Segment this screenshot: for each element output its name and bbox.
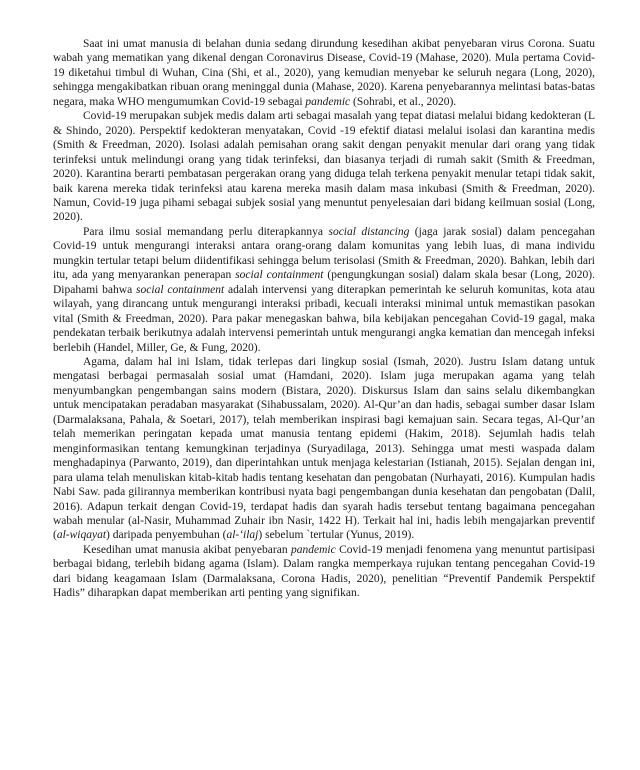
text-run: Covid-19 menjadi fenomena yang menuntut partisipasi berbagai bidang, terlebih bidang agama (Islam). Dalam rangka memperkaya rujukan tentang pencegahan Covid-19 dari bidang keagamaan Islam (Darmalaksana, Corona Hadis, 2020), penelitian “Preventif Pandemik Perspektif Hadis” diharapkan dapat memberikan arti penting yang signifikan. bbox=[53, 543, 595, 600]
text-run: Para ilmu sosial memandang perlu diterapkannya bbox=[83, 225, 329, 238]
text-run: Kesedihan umat manusia akibat penyebaran bbox=[83, 543, 291, 556]
text-run: ) sebelum `tertular (Yunus, 2019). bbox=[258, 529, 415, 542]
italic-term: pandemic bbox=[305, 95, 351, 108]
text-run: adalah intervensi yang diterapkan pemerintah ke seluruh komunitas, kota atau wilayah, yang dirancang untuk mengurangi interaksi pribadi, kecuali interaksi minimal untuk memastikan pasokan vital (Smith & Freedman, 2020). Para pakar menegaskan bahwa, bila kebijakan pencegahan Covid-19 gagal, maka pendekatan terbaik berikutnya adalah intervensi pemerintah untuk mengurangi angka kematian dan mencegah infeksi berlebih (Handel, Miller, Ge, & Fung, 2020). bbox=[53, 283, 595, 354]
text-run: Saat ini umat manusia di belahan dunia sedang dirundung kesedihan akibat penyebaran virus Corona. Suatu wabah yang mematikan yang dikenal dengan Coronavirus Disease, Covid-19 (Mahase, 2020). Mula pertama Covid-19 diketahui timbul di Wuhan, Cina (Shi, et al., 2020), yang kemudian menyebar ke seluruh negara (Long, 2020), sehingga mengakibatkan ribuan orang meninggal dunia (Mahase, 2020). Karena penyebarannya melintasi batas-batas negara, maka WHO mengumumkan Covid-19 sebagai bbox=[53, 38, 595, 108]
italic-term: social containment bbox=[136, 283, 225, 296]
italic-term: pandemic bbox=[290, 543, 336, 556]
text-run: (Sohrabi, et al., 2020). bbox=[350, 95, 457, 108]
document-body bbox=[53, 37, 595, 601]
text-run: ) daripada penyembuhan ( bbox=[106, 529, 227, 542]
italic-term: social containment bbox=[235, 269, 324, 282]
italic-term: al-‘ilaj bbox=[226, 529, 259, 542]
text-run: Covid-19 merupakan subjek medis dalam arti sebagai masalah yang tepat diatasi melalui bidang kedokteran (L & Shindo, 2020). Perspektif kedokteran menyatakan, Covid -19 efektif diatasi melalui isolasi dan karantina medis (Smith & Freedman, 2020). Isolasi adalah pemisahan orang sakit dengan penyakit menular dari orang yang tidak terinfeksi untuk melindungi orang yang tidak terinfeksi, dan biasanya terjadi di rumah sakit (Smith & Freedman, 2020). Karantina berarti pembatasan pergerakan orang yang diduga telah terkena penyakit menular tetapi tidak sakit, baik karena mereka tidak terinfeksi atau karena mereka masih dalam masa inkubasi (Smith & Freedman, 2020). Namun, Covid-19 juga pihami sebagai subjek sosial yang menuntut penyelesaian dari bidang keilmuan sosial (Long, 2020). bbox=[53, 110, 595, 224]
paragraph-islam-and-science bbox=[53, 355, 595, 543]
paragraph-medical-subject bbox=[53, 109, 595, 225]
text-run: Agama, dalam hal ini Islam, tidak terlepas dari lingkup sosial (Ismah, 2020). Justru Islam datang untuk mengatasi berbagai permasalah sosial umat (Hamdani, 2020). Islam juga merupakan agama yang telah menyumbangkan pengembangan sains modern (Bistara, 2020). Diskursus Islam dan sains selalu dikembangkan untuk mencipatakan peradaban masyarakat (Sihabussalam, 2020). Al-Qur’an dan hadis, sebagai sumber dasar Islam (Darmalaksana, Pahala, & Soetari, 2017), telah memberikan inspirasi bagi kemajuan sain. Secara tegas, Al-Qur’an telah memerikan peringatan kepada umat manusia tentang epidemi (Hakim, 2018). Sejumlah hadis telah menginformasikan tentang kemungkinan terjadinya (Suryadilaga, 2013). Sehingga umat mesti waspada dalam menghadapinya (Parwanto, 2019), dan diperintahkan untuk menjaga kelestarian (Istianah, 2015). Sejalan dengan ini, para ulama telah menuliskan kitab-kitab hadis tentang kesehatan dan pengobatan (Nurhayati, 2016). Kumpulan hadis Nabi Saw. pada gilirannya memberikan kontribusi nyata bagi pengembangan dunia kesehatan dan pengobatan (Dalil, 2016). Adapun terkait dengan Covid-19, terdapat hadis dan syarah hadis tersebut tentang bagaimana pencegahan wabah menular (al-Nasir, Muhammad Zuhair ibn Nasir, 1422 H). Terkait hal ini, hadis lebih mengajarkan preventif ( bbox=[53, 355, 595, 542]
text-run: (jaga jarak sosial) dalam pencegahan Covid-19 untuk mengurangi interaksi antara orang-orang dalam komunitas yang lebih luas, di mana individu mungkin tertular tetapi belum diidentifikasi sehingga belum terisolasi (Smith & Freedman, 2020). Bahkan, lebih dari itu, ada yang menyarankan penerapan bbox=[53, 225, 596, 282]
paragraph-social-distancing bbox=[53, 225, 595, 355]
text-run: (pengungkungan sosial) dalam skala besar (Long, 2020). Dipahami bahwa bbox=[53, 269, 595, 296]
paragraph-research-purpose bbox=[53, 543, 595, 601]
paragraph-covid-pandemic-intro bbox=[53, 37, 595, 109]
italic-term: social distancing bbox=[328, 225, 410, 238]
italic-term: al-wiqayat bbox=[56, 529, 107, 542]
